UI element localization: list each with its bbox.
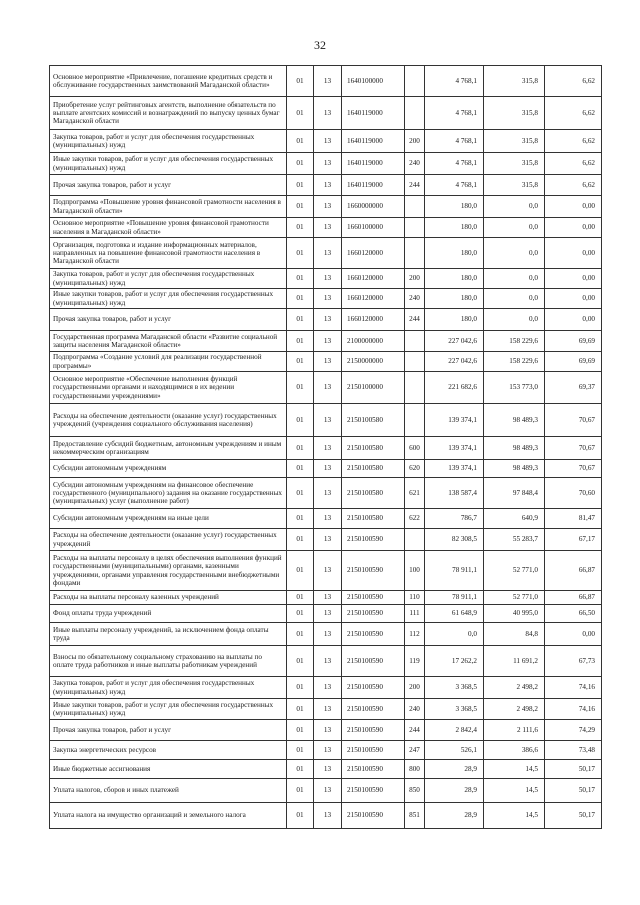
row-name-cell: Субсидии автономным учреждениям на иные цели	[50, 509, 287, 529]
expense-type-cell	[405, 97, 425, 130]
section-code-cell: 01	[287, 130, 314, 153]
row-name-cell: Субсидии автономным учреждениям на финансовое обеспечение государственного (муниципального) задания на оказание государственных (муниципальных) услуг (выполнение работ)	[50, 478, 287, 509]
execution-percent-cell: 0,00	[545, 289, 602, 309]
section-code-cell: 01	[287, 460, 314, 478]
subsection-code-cell: 13	[314, 741, 342, 760]
row-name-cell: Расходы на обеспечение деятельности (оказание услуг) государственных учреждений	[50, 529, 287, 551]
execution-percent-cell: 69,69	[545, 331, 602, 352]
execution-percent-cell: 66,87	[545, 551, 602, 591]
subsection-code-cell: 13	[314, 605, 342, 623]
planned-amount-cell: 227 042,6	[425, 331, 484, 352]
target-article-cell: 2150100590	[342, 591, 405, 605]
expense-type-cell: 800	[405, 760, 425, 779]
expense-type-cell: 621	[405, 478, 425, 509]
target-article-cell: 2150100590	[342, 605, 405, 623]
target-article-cell: 1640119000	[342, 130, 405, 153]
table-row	[50, 720, 602, 741]
planned-amount-cell: 28,9	[425, 760, 484, 779]
planned-amount-cell: 4 768,1	[425, 97, 484, 130]
row-name-cell: Государственная программа Магаданской области «Развитие социальной защиты населения Магаданской области»	[50, 331, 287, 352]
executed-amount-cell: 158 229,6	[484, 331, 545, 352]
table-row	[50, 218, 602, 238]
row-name-cell: Иные бюджетные ассигнования	[50, 760, 287, 779]
page-number: 32	[314, 38, 326, 52]
execution-percent-cell: 6,62	[545, 97, 602, 130]
target-article-cell: 2150100590	[342, 741, 405, 760]
expense-type-cell: 851	[405, 803, 425, 829]
table-row	[50, 437, 602, 460]
subsection-code-cell: 13	[314, 509, 342, 529]
executed-amount-cell: 98 489,3	[484, 404, 545, 437]
row-name-cell: Закупка энергетических ресурсов	[50, 741, 287, 760]
expense-type-cell	[405, 331, 425, 352]
expense-type-cell: 200	[405, 130, 425, 153]
row-name-cell: Уплата налогов, сборов и иных платежей	[50, 779, 287, 803]
section-code-cell: 01	[287, 677, 314, 699]
subsection-code-cell: 13	[314, 289, 342, 309]
expense-type-cell: 110	[405, 591, 425, 605]
planned-amount-cell: 139 374,1	[425, 437, 484, 460]
table-row	[50, 331, 602, 352]
execution-percent-cell: 73,48	[545, 741, 602, 760]
table-row	[50, 699, 602, 720]
section-code-cell: 01	[287, 646, 314, 677]
subsection-code-cell: 13	[314, 803, 342, 829]
subsection-code-cell: 13	[314, 238, 342, 269]
execution-percent-cell: 6,62	[545, 153, 602, 175]
planned-amount-cell: 4 768,1	[425, 130, 484, 153]
row-name-cell: Фонд оплаты труда учреждений	[50, 605, 287, 623]
planned-amount-cell: 0,0	[425, 623, 484, 646]
section-code-cell: 01	[287, 529, 314, 551]
subsection-code-cell: 13	[314, 269, 342, 289]
row-name-cell: Предоставление субсидий бюджетным, автономным учреждениям и иным некоммерческим организациям	[50, 437, 287, 460]
subsection-code-cell: 13	[314, 591, 342, 605]
table-row	[50, 677, 602, 699]
expense-type-cell: 244	[405, 720, 425, 741]
execution-percent-cell: 70,67	[545, 460, 602, 478]
planned-amount-cell: 138 587,4	[425, 478, 484, 509]
subsection-code-cell: 13	[314, 720, 342, 741]
planned-amount-cell: 3 368,5	[425, 677, 484, 699]
execution-percent-cell: 74,16	[545, 699, 602, 720]
execution-percent-cell: 0,00	[545, 218, 602, 238]
row-name-cell: Расходы на обеспечение деятельности (оказание услуг) государственных учреждений (учреждения социального обслуживания населения)	[50, 404, 287, 437]
execution-percent-cell: 70,67	[545, 437, 602, 460]
execution-percent-cell: 67,73	[545, 646, 602, 677]
section-code-cell: 01	[287, 289, 314, 309]
row-name-cell: Прочая закупка товаров, работ и услуг	[50, 309, 287, 331]
expense-type-cell: 240	[405, 153, 425, 175]
target-article-cell: 1640119000	[342, 153, 405, 175]
planned-amount-cell: 2 842,4	[425, 720, 484, 741]
table-row	[50, 352, 602, 372]
section-code-cell: 01	[287, 478, 314, 509]
target-article-cell: 2150100590	[342, 760, 405, 779]
table-row	[50, 605, 602, 623]
target-article-cell: 1660120000	[342, 309, 405, 331]
subsection-code-cell: 13	[314, 309, 342, 331]
target-article-cell: 2150100590	[342, 803, 405, 829]
table-row	[50, 196, 602, 218]
execution-percent-cell: 6,62	[545, 130, 602, 153]
planned-amount-cell: 28,9	[425, 779, 484, 803]
section-code-cell: 01	[287, 269, 314, 289]
row-name-cell: Иные выплаты персоналу учреждений, за исключением фонда оплаты труда	[50, 623, 287, 646]
target-article-cell: 1660000000	[342, 196, 405, 218]
target-article-cell: 2150100580	[342, 437, 405, 460]
row-name-cell: Расходы на выплаты персоналу в целях обеспечения выполнения функций государственными (муниципальными) органами, казенными учреждениями, органами управления государственными внебюджетными фондами	[50, 551, 287, 591]
target-article-cell: 2150100580	[342, 460, 405, 478]
executed-amount-cell: 97 848,4	[484, 478, 545, 509]
target-article-cell: 1640119000	[342, 175, 405, 196]
row-name-cell: Иные закупки товаров, работ и услуг для обеспечения государственных (муниципальных) нужд	[50, 289, 287, 309]
table-row	[50, 478, 602, 509]
row-name-cell: Прочая закупка товаров, работ и услуг	[50, 175, 287, 196]
executed-amount-cell: 98 489,3	[484, 460, 545, 478]
planned-amount-cell: 28,9	[425, 803, 484, 829]
executed-amount-cell: 640,9	[484, 509, 545, 529]
section-code-cell: 01	[287, 760, 314, 779]
subsection-code-cell: 13	[314, 760, 342, 779]
table-row	[50, 623, 602, 646]
table-row	[50, 238, 602, 269]
target-article-cell: 1640100000	[342, 66, 405, 97]
row-name-cell: Прочая закупка товаров, работ и услуг	[50, 720, 287, 741]
row-name-cell: Взносы по обязательному социальному страхованию на выплаты по оплате труда работников и иные выплаты работникам учреждений	[50, 646, 287, 677]
subsection-code-cell: 13	[314, 529, 342, 551]
row-name-cell: Основное мероприятие «Обеспечение выполнения функций государственными органами и находящимися в их ведении государственными учреждениями»	[50, 372, 287, 404]
target-article-cell: 2150100000	[342, 372, 405, 404]
target-article-cell: 2150100590	[342, 551, 405, 591]
planned-amount-cell: 78 911,1	[425, 551, 484, 591]
execution-percent-cell: 6,62	[545, 175, 602, 196]
expense-type-cell	[405, 404, 425, 437]
budget-table	[49, 65, 602, 829]
section-code-cell: 01	[287, 551, 314, 591]
target-article-cell: 2150100580	[342, 404, 405, 437]
executed-amount-cell: 158 229,6	[484, 352, 545, 372]
section-code-cell: 01	[287, 605, 314, 623]
execution-percent-cell: 70,60	[545, 478, 602, 509]
expense-type-cell: 112	[405, 623, 425, 646]
subsection-code-cell: 13	[314, 175, 342, 196]
execution-percent-cell: 50,17	[545, 803, 602, 829]
executed-amount-cell: 2 498,2	[484, 699, 545, 720]
execution-percent-cell: 0,00	[545, 238, 602, 269]
executed-amount-cell: 315,8	[484, 66, 545, 97]
execution-percent-cell: 50,17	[545, 779, 602, 803]
planned-amount-cell: 227 042,6	[425, 352, 484, 372]
executed-amount-cell: 0,0	[484, 238, 545, 269]
section-code-cell: 01	[287, 331, 314, 352]
executed-amount-cell: 315,8	[484, 153, 545, 175]
row-name-cell: Закупка товаров, работ и услуг для обеспечения государственных (муниципальных) нужд	[50, 677, 287, 699]
expense-type-cell: 244	[405, 175, 425, 196]
expense-type-cell	[405, 352, 425, 372]
table-row	[50, 153, 602, 175]
planned-amount-cell: 180,0	[425, 238, 484, 269]
subsection-code-cell: 13	[314, 218, 342, 238]
row-name-cell: Основное мероприятие «Повышение уровня финансовой грамотности населения в Магаданской области»	[50, 218, 287, 238]
expense-type-cell: 119	[405, 646, 425, 677]
table-row	[50, 509, 602, 529]
planned-amount-cell: 3 368,5	[425, 699, 484, 720]
section-code-cell: 01	[287, 218, 314, 238]
executed-amount-cell: 84,8	[484, 623, 545, 646]
section-code-cell: 01	[287, 66, 314, 97]
table-row	[50, 309, 602, 331]
row-name-cell: Приобретение услуг рейтинговых агентств, выполнение обязательств по выплате агентских комиссий и вознаграждений по выпуску ценных бумаг Магаданской области	[50, 97, 287, 130]
table-row	[50, 66, 602, 97]
target-article-cell: 2150100590	[342, 529, 405, 551]
executed-amount-cell: 55 283,7	[484, 529, 545, 551]
row-name-cell: Основное мероприятие «Привлечение, погашение кредитных средств и обслуживание государственных заимствований Магаданской области»	[50, 66, 287, 97]
planned-amount-cell: 4 768,1	[425, 175, 484, 196]
target-article-cell: 2150100590	[342, 699, 405, 720]
executed-amount-cell: 52 771,0	[484, 591, 545, 605]
executed-amount-cell: 14,5	[484, 779, 545, 803]
executed-amount-cell: 315,8	[484, 130, 545, 153]
section-code-cell: 01	[287, 699, 314, 720]
planned-amount-cell: 180,0	[425, 196, 484, 218]
executed-amount-cell: 98 489,3	[484, 437, 545, 460]
row-name-cell: Иные закупки товаров, работ и услуг для обеспечения государственных (муниципальных) нужд	[50, 699, 287, 720]
expense-type-cell: 244	[405, 309, 425, 331]
expense-type-cell: 111	[405, 605, 425, 623]
row-name-cell: Организация, подготовка и издание информационных материалов, направленных на повышение финансовой грамотности населения в Магаданской области	[50, 238, 287, 269]
expense-type-cell	[405, 218, 425, 238]
subsection-code-cell: 13	[314, 130, 342, 153]
expense-type-cell: 622	[405, 509, 425, 529]
execution-percent-cell: 0,00	[545, 269, 602, 289]
planned-amount-cell: 82 308,5	[425, 529, 484, 551]
subsection-code-cell: 13	[314, 779, 342, 803]
row-name-cell: Иные закупки товаров, работ и услуг для обеспечения государственных (муниципальных) нужд	[50, 153, 287, 175]
expense-type-cell: 200	[405, 269, 425, 289]
section-code-cell: 01	[287, 437, 314, 460]
subsection-code-cell: 13	[314, 460, 342, 478]
expense-type-cell: 240	[405, 289, 425, 309]
subsection-code-cell: 13	[314, 352, 342, 372]
planned-amount-cell: 180,0	[425, 289, 484, 309]
table-row	[50, 760, 602, 779]
target-article-cell: 1660120000	[342, 269, 405, 289]
table-row	[50, 372, 602, 404]
executed-amount-cell: 0,0	[484, 196, 545, 218]
executed-amount-cell: 40 995,0	[484, 605, 545, 623]
subsection-code-cell: 13	[314, 196, 342, 218]
execution-percent-cell: 6,62	[545, 66, 602, 97]
table-row	[50, 97, 602, 130]
expense-type-cell: 100	[405, 551, 425, 591]
table-body	[50, 66, 602, 829]
planned-amount-cell: 61 648,9	[425, 605, 484, 623]
table-row	[50, 803, 602, 829]
subsection-code-cell: 13	[314, 153, 342, 175]
subsection-code-cell: 13	[314, 437, 342, 460]
table-row	[50, 289, 602, 309]
table-row	[50, 269, 602, 289]
row-name-cell: Уплата налога на имущество организаций и земельного налога	[50, 803, 287, 829]
section-code-cell: 01	[287, 196, 314, 218]
planned-amount-cell: 17 262,2	[425, 646, 484, 677]
execution-percent-cell: 66,50	[545, 605, 602, 623]
target-article-cell: 1660100000	[342, 218, 405, 238]
target-article-cell: 2150100590	[342, 720, 405, 741]
expense-type-cell: 247	[405, 741, 425, 760]
planned-amount-cell: 4 768,1	[425, 153, 484, 175]
execution-percent-cell: 69,69	[545, 352, 602, 372]
expense-type-cell	[405, 196, 425, 218]
executed-amount-cell: 2 111,6	[484, 720, 545, 741]
expense-type-cell	[405, 529, 425, 551]
execution-percent-cell: 0,00	[545, 623, 602, 646]
expense-type-cell: 620	[405, 460, 425, 478]
table-row	[50, 551, 602, 591]
subsection-code-cell: 13	[314, 551, 342, 591]
target-article-cell: 2150100590	[342, 779, 405, 803]
table-row	[50, 779, 602, 803]
planned-amount-cell: 180,0	[425, 218, 484, 238]
table-row	[50, 646, 602, 677]
section-code-cell: 01	[287, 309, 314, 331]
planned-amount-cell: 78 911,1	[425, 591, 484, 605]
execution-percent-cell: 66,87	[545, 591, 602, 605]
executed-amount-cell: 14,5	[484, 760, 545, 779]
executed-amount-cell: 315,8	[484, 97, 545, 130]
section-code-cell: 01	[287, 97, 314, 130]
planned-amount-cell: 526,1	[425, 741, 484, 760]
section-code-cell: 01	[287, 238, 314, 269]
planned-amount-cell: 4 768,1	[425, 66, 484, 97]
table-row	[50, 529, 602, 551]
section-code-cell: 01	[287, 175, 314, 196]
executed-amount-cell: 14,5	[484, 803, 545, 829]
section-code-cell: 01	[287, 509, 314, 529]
table-row	[50, 130, 602, 153]
planned-amount-cell: 139 374,1	[425, 460, 484, 478]
expense-type-cell: 240	[405, 699, 425, 720]
subsection-code-cell: 13	[314, 699, 342, 720]
execution-percent-cell: 0,00	[545, 196, 602, 218]
planned-amount-cell: 139 374,1	[425, 404, 484, 437]
target-article-cell: 2150100580	[342, 509, 405, 529]
section-code-cell: 01	[287, 720, 314, 741]
executed-amount-cell: 0,0	[484, 309, 545, 331]
executed-amount-cell: 315,8	[484, 175, 545, 196]
planned-amount-cell: 180,0	[425, 309, 484, 331]
executed-amount-cell: 11 691,2	[484, 646, 545, 677]
executed-amount-cell: 2 498,2	[484, 677, 545, 699]
target-article-cell: 1660120000	[342, 238, 405, 269]
row-name-cell: Субсидии автономным учреждениям	[50, 460, 287, 478]
section-code-cell: 01	[287, 404, 314, 437]
target-article-cell: 2150000000	[342, 352, 405, 372]
table-row	[50, 460, 602, 478]
subsection-code-cell: 13	[314, 97, 342, 130]
row-name-cell: Подпрограмма «Создание условий для реализации государственной программы»	[50, 352, 287, 372]
target-article-cell: 2150100590	[342, 623, 405, 646]
subsection-code-cell: 13	[314, 66, 342, 97]
execution-percent-cell: 70,67	[545, 404, 602, 437]
subsection-code-cell: 13	[314, 623, 342, 646]
expense-type-cell	[405, 66, 425, 97]
subsection-code-cell: 13	[314, 331, 342, 352]
executed-amount-cell: 52 771,0	[484, 551, 545, 591]
table-row	[50, 741, 602, 760]
subsection-code-cell: 13	[314, 478, 342, 509]
subsection-code-cell: 13	[314, 646, 342, 677]
executed-amount-cell: 0,0	[484, 269, 545, 289]
executed-amount-cell: 0,0	[484, 289, 545, 309]
row-name-cell: Расходы на выплаты персоналу казенных учреждений	[50, 591, 287, 605]
planned-amount-cell: 180,0	[425, 269, 484, 289]
expense-type-cell	[405, 238, 425, 269]
target-article-cell: 2100000000	[342, 331, 405, 352]
target-article-cell: 2150100580	[342, 478, 405, 509]
execution-percent-cell: 50,17	[545, 760, 602, 779]
section-code-cell: 01	[287, 779, 314, 803]
target-article-cell: 2150100590	[342, 677, 405, 699]
executed-amount-cell: 0,0	[484, 218, 545, 238]
execution-percent-cell: 74,29	[545, 720, 602, 741]
subsection-code-cell: 13	[314, 372, 342, 404]
expense-type-cell: 850	[405, 779, 425, 803]
section-code-cell: 01	[287, 352, 314, 372]
section-code-cell: 01	[287, 591, 314, 605]
section-code-cell: 01	[287, 623, 314, 646]
execution-percent-cell: 67,17	[545, 529, 602, 551]
target-article-cell: 1660120000	[342, 289, 405, 309]
row-name-cell: Подпрограмма «Повышение уровня финансовой грамотности населения в Магаданской области»	[50, 196, 287, 218]
expense-type-cell	[405, 372, 425, 404]
executed-amount-cell: 386,6	[484, 741, 545, 760]
table-row	[50, 591, 602, 605]
execution-percent-cell: 69,37	[545, 372, 602, 404]
executed-amount-cell: 153 773,0	[484, 372, 545, 404]
target-article-cell: 2150100590	[342, 646, 405, 677]
row-name-cell: Закупка товаров, работ и услуг для обеспечения государственных (муниципальных) нужд	[50, 130, 287, 153]
table-row	[50, 404, 602, 437]
execution-percent-cell: 74,16	[545, 677, 602, 699]
execution-percent-cell: 81,47	[545, 509, 602, 529]
section-code-cell: 01	[287, 153, 314, 175]
expense-type-cell: 600	[405, 437, 425, 460]
section-code-cell: 01	[287, 372, 314, 404]
subsection-code-cell: 13	[314, 677, 342, 699]
expense-type-cell: 200	[405, 677, 425, 699]
planned-amount-cell: 221 682,6	[425, 372, 484, 404]
table-row	[50, 175, 602, 196]
section-code-cell: 01	[287, 741, 314, 760]
row-name-cell: Закупка товаров, работ и услуг для обеспечения государственных (муниципальных) нужд	[50, 269, 287, 289]
execution-percent-cell: 0,00	[545, 309, 602, 331]
subsection-code-cell: 13	[314, 404, 342, 437]
section-code-cell: 01	[287, 803, 314, 829]
target-article-cell: 1640119000	[342, 97, 405, 130]
planned-amount-cell: 786,7	[425, 509, 484, 529]
